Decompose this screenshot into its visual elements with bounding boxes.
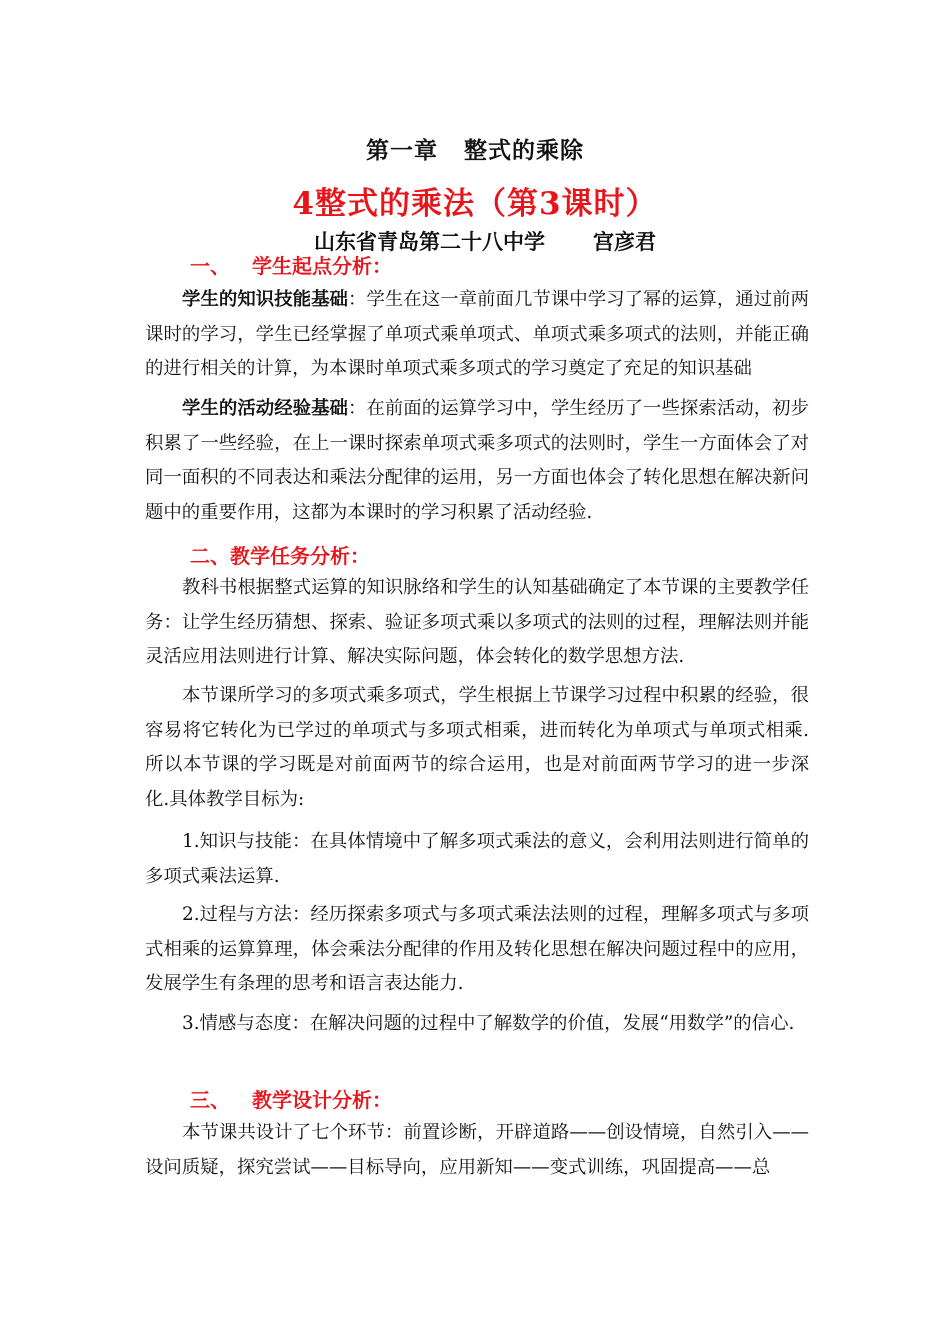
section-number: 三、 [190,1088,230,1112]
chapter-name: 整式的乘除 [464,137,584,164]
paragraph-label: 学生的知识技能基础 [182,289,348,310]
section-heading-1 [190,250,392,279]
paragraph-goal-process: 2.过程与方法：经历探索多项式与多项式乘法法则的过程，理解多项式与多项式相乘的运算算理，体会乘法分配律的作用及转化思想在解决问题过程中的应用，发展学生有条理的思考和语言表达能力. [145,904,809,994]
paragraph-lesson-overview: 本节课所学习的多项式乘多项式，学生根据上节课学习过程中积累的经验，很容易将它转化为已学过的单项式与多项式相乘，进而转化为单项式与单项式相乘.所以本节课的学习既是对前面两节的综合运用，也是对前面两节学习的进一步深化.具体教学目标为: [145,685,809,810]
paragraph-knowledge-basis [145,283,809,387]
section-number: 一、 [190,254,230,278]
paragraph-goal-attitude: 3.情感与态度：在解决问题的过程中了解数学的价值，发展“用数学”的信心. [182,1013,795,1034]
section-heading-2 [190,540,370,569]
paragraph-design-analysis: 本节课共设计了七个环节：前置诊断，开辟道路——创设情境，自然引入——设问质疑，探究尝试——目标导向，应用新知——变式训练，巩固提高——总 [145,1122,809,1178]
paragraph-text: ：在前面的运算学习中，学生经历了一些探索活动，初步积累了一些经验，在上一课时探索单项式乘多项式的法则时，学生一方面体会了对同一面积的不同表达和乘法分配律的运用，另一方面也体会了转化思想在解决新问题中的重要作用，这都为本课时的学习积累了活动经验. [145,398,809,523]
section-title: 学生起点分析： [252,254,392,278]
lesson-title: 4整式的乘法（第3课时） [292,186,658,222]
section-title: 教学任务分析： [230,544,370,568]
section-number: 二、 [190,544,230,568]
author-name: 宫彦君 [593,229,656,254]
paragraph-task-analysis: 教科书根据整式运算的知识脉络和学生的认知基础确定了本节课的主要教学任务：让学生经历猜想、探索、验证多项式乘以多项式的法则的过程，理解法则并能灵活应用法则进行计算、解决实际问题，体会转化的数学思想方法. [145,577,809,667]
paragraph-text: ：学生在这一章前面几节课中学习了幂的运算，通过前两课时的学习，学生已经掌握了单项式乘单项式、单项式乘多项式的法则，并能正确的进行相关的计算，为本课时单项式乘多项式的学习奠定了充足的知识基础 [145,289,809,379]
section-title: 教学设计分析： [252,1088,392,1112]
section-heading-3 [190,1084,392,1113]
paragraph-activity-basis [145,392,809,530]
chapter-number: 第一章 [366,137,438,164]
chapter-heading [0,132,950,165]
author-line [0,226,950,256]
author-school: 山东省青岛第二十八中学 [314,229,545,254]
paragraph-label: 学生的活动经验基础 [182,398,348,419]
paragraph-goal-knowledge: 1.知识与技能：在具体情境中了解多项式乘法的意义，会利用法则进行简单的多项式乘法运算. [145,831,809,887]
